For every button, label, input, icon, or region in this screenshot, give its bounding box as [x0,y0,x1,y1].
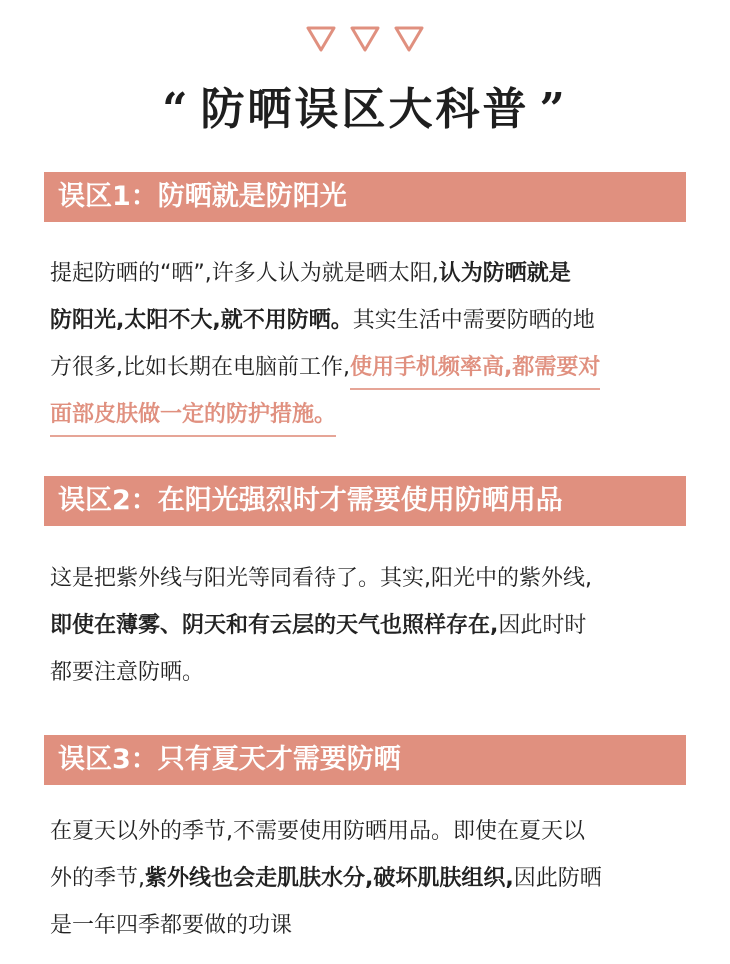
body-text: 这是把紫外线与阳光等同看待了。其实,阳光中的紫外线, [50,566,592,591]
section-body-1 [50,250,690,438]
body-text: 因此时时 [498,613,587,638]
body-text: 都要注意防晒。 [50,660,205,685]
down-triangle-outline-icon [305,24,337,54]
decorative-arrows [0,24,730,58]
paragraph-line [50,555,690,602]
paragraph-line [50,391,690,438]
section-heading-2: 误区2：在阳光强烈时才需要使用防晒用品 [44,476,686,526]
bold-text: 紫外线也会走肌肤水分,破坏肌肤组织, [145,866,514,891]
body-text: 方很多,比如长期在电脑前工作, [50,355,350,380]
down-triangle-outline-icon [349,24,381,54]
paragraph-line [50,902,690,949]
down-triangle-outline-icon [393,24,425,54]
title-open-quote: “ [162,84,191,135]
bold-text: 即使在薄雾、阴天和有云层的天气也照样存在, [50,613,499,638]
bold-text: 防阳光,太阳不大,就不用防晒。 [50,308,353,333]
body-text: 其实生活中需要防晒的地 [352,308,595,333]
title-close-quote: ” [539,84,568,135]
body-text: 外的季节, [50,866,145,891]
paragraph-line [50,855,690,902]
section-heading-1: 误区1：防晒就是防阳光 [44,172,686,222]
body-text: 在夏天以外的季节,不需要使用防晒用品。即使在夏天以 [50,819,585,844]
section-body-2 [50,555,690,696]
paragraph-line [50,602,690,649]
paragraph-line [50,649,690,696]
page-title [0,80,730,140]
paragraph-line [50,297,690,344]
paragraph-line [50,808,690,855]
highlight-text: 使用手机频率高,都需要对 [350,348,600,390]
paragraph-line [50,250,690,297]
section-body-3 [50,808,690,949]
body-text: 因此防晒 [513,866,602,891]
highlight-text: 面部皮肤做一定的防护措施。 [50,395,336,437]
title-text: 防晒误区大科普 [200,84,530,135]
paragraph-line [50,344,690,391]
bold-text: 认为防晒就是 [438,261,571,286]
body-text: 是一年四季都要做的功课 [50,913,293,938]
section-heading-3: 误区3：只有夏天才需要防晒 [44,735,686,785]
body-text: 提起防晒的“晒”,许多人认为就是晒太阳, [50,261,439,286]
